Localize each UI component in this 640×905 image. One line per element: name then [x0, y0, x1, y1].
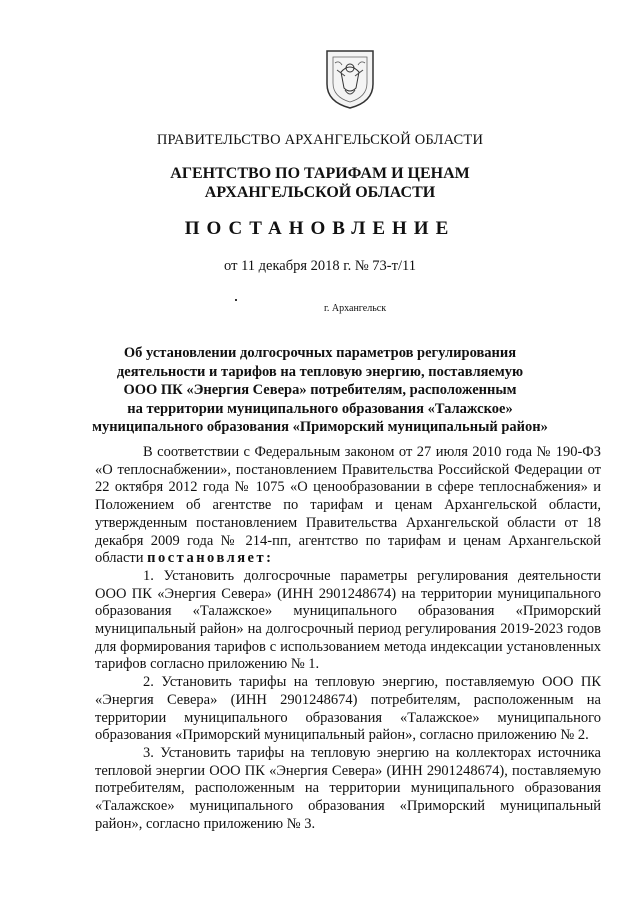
agency-name	[0, 164, 640, 202]
title-line: муниципального образования «Приморский муниципальный район»	[92, 419, 548, 435]
agency-line-2: АРХАНГЕЛЬСКОЙ ОБЛАСТИ	[204, 184, 436, 201]
title-line: ООО ПК «Энергия Севера» потребителям, расположенным	[123, 382, 517, 398]
intro-paragraph	[95, 444, 601, 568]
intro-text: В соответствии с Федеральным законом от 27 июля 2010 года № 190-ФЗ «О теплоснабжении», постановлением Правительства Российской Федерации от 22 октября 2012 года № 1075 «О ценообразовании в сфере теплоснабжения» и Положением об агентстве по тарифам и ценам Архангельской области, утвержденным постановлением Правительства Архангельской области от 18 декабря 2009 года № 214-пп, агентство по тарифам и ценам Архангельской области	[95, 444, 601, 567]
document-type: ПОСТАНОВЛЕНИЕ	[184, 218, 456, 239]
resolves-word: постановляет:	[147, 550, 274, 567]
title-line: на территории муниципального образования «Талажское»	[127, 400, 513, 417]
title-line: деятельности и тарифов на тепловую энергию, поставляемую	[116, 363, 524, 380]
date-and-number: от 11 декабря 2018 г. № 73-т/11	[224, 258, 416, 274]
agency-line-1: АГЕНТСТВО ПО ТАРИФАМ И ЦЕНАМ	[170, 165, 470, 182]
coat-of-arms-emblem	[323, 48, 377, 110]
item-3-paragraph: 3. Установить тарифы на тепловую энергию на коллекторах источника тепловой энергии ООО ПК «Энергия Севера» (ИНН 2901248674), поставляемую потребителям, расположенным на территории муниципального образования «Талажское» муниципального образования «Приморский муниципальный район», согласно приложению № 3.	[95, 744, 601, 832]
document-body	[95, 444, 601, 833]
government-name: ПРАВИТЕЛЬСТВО АРХАНГЕЛЬСКОЙ ОБЛАСТИ	[156, 132, 484, 148]
city-name: г. Архангельск	[323, 303, 387, 314]
stray-dot	[235, 299, 237, 301]
item-1-paragraph: 1. Установить долгосрочные параметры регулирования деятельности ООО ПК «Энергия Севера» (ИНН 2901248674) на территории муниципального образования «Талажское» муниципального образования «Приморский муниципальный район» на долгосрочный период регулирования 2019-2023 годов для формирования тарифов с использованием метода индексации установленных тарифов согласно приложению № 1.	[95, 567, 601, 673]
item-2-paragraph: 2. Установить тарифы на тепловую энергию, поставляемую ООО ПК «Энергия Севера» (ИНН 2901248674) потребителям, расположенным на территории муниципального образования «Талажское» муниципального образования «Приморский муниципальный район», согласно приложению № 2.	[95, 674, 601, 744]
title-line: Об установлении долгосрочных параметров регулирования	[123, 345, 517, 361]
document-title	[0, 344, 640, 437]
